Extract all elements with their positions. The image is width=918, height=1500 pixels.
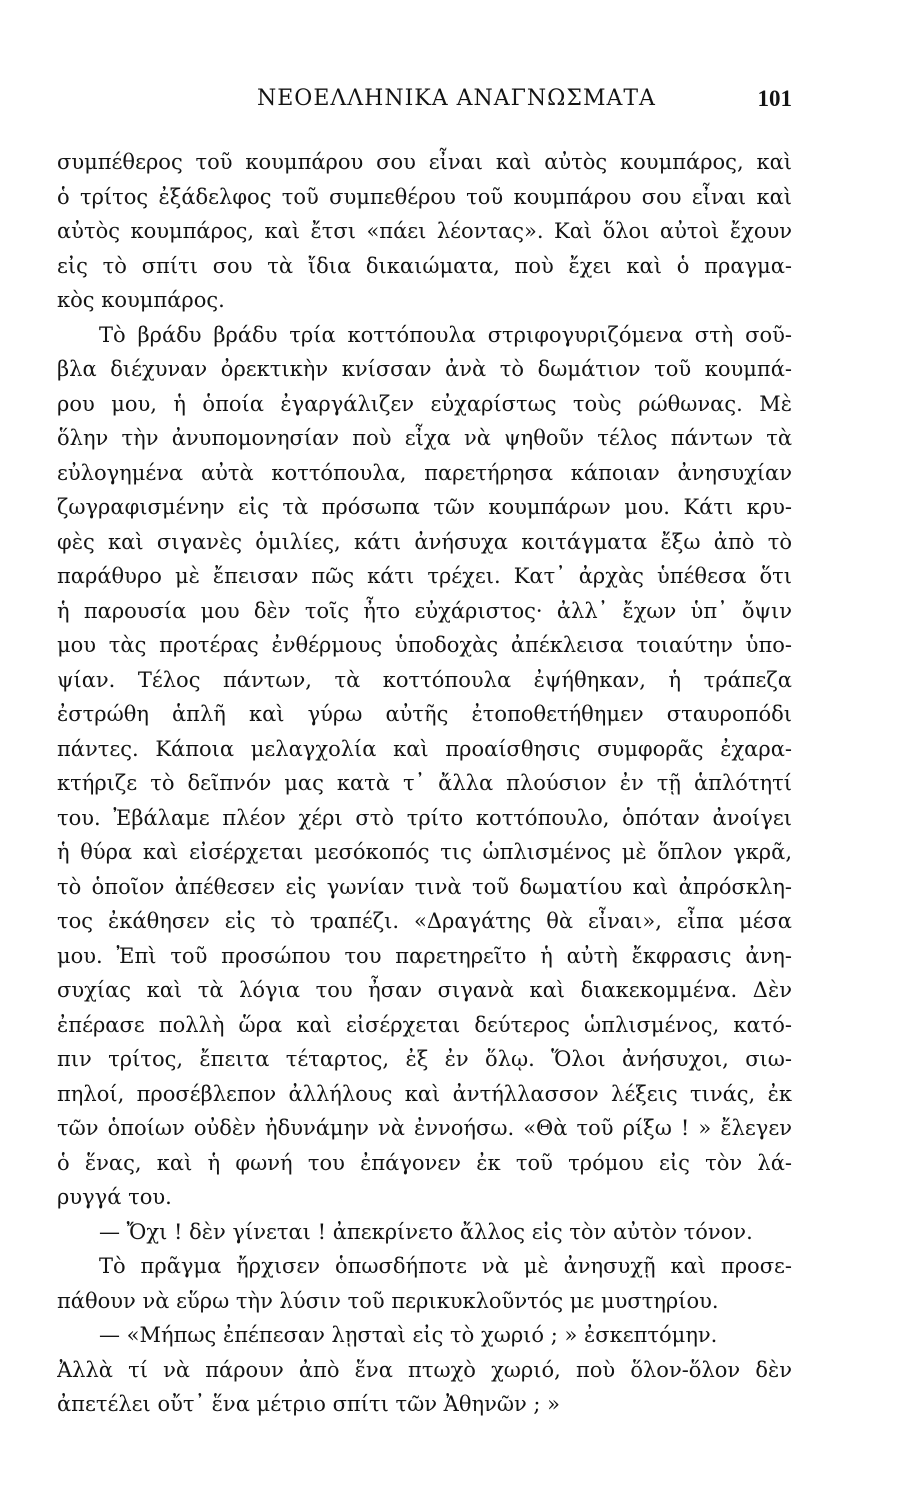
text-line: του. Ἐβάλαμε πλέον χέρι στὸ τρίτο κοττόπουλο, ὁπόταν ἀνοίγει xyxy=(57,805,792,830)
text-line: εὐλογημένα αὐτὰ κοττόπουλα, παρετήρησα κάποιαν ἀνησυχίαν xyxy=(57,460,792,485)
page-header xyxy=(57,86,792,120)
text-line: πάθουν νὰ εὕρω τὴν λύσιν τοῦ περικυκλοῦντός με μυστηρίου. xyxy=(57,1288,719,1313)
text-line: τὸ ὁποῖον ἀπέθεσεν εἰς γωνίαν τινὰ τοῦ δωματίου καὶ ἀπρόσκλη- xyxy=(57,874,792,899)
text-line: ρυγγά του. xyxy=(57,1185,172,1209)
text-line: εἰς τὸ σπίτι σου τὰ ἴδια δικαιώματα, ποὺ ἔχει καὶ ὁ πραγμα- xyxy=(57,253,792,278)
text-line: μου τὰς προτέρας ἐνθέρμους ὑποδοχὰς ἀπέκλεισα τοιαύτην ὑπο- xyxy=(57,633,792,657)
text-line: Τὸ βράδυ βράδυ τρία κοττόπουλα στριφογυριζόμενα στὴ σοῦ- xyxy=(99,322,792,347)
text-line: — Ὄχι ! δὲν γίνεται ! ἀπεκρίνετο ἄλλος εἰς τὸν αὐτὸν τόνον. xyxy=(99,1219,753,1244)
text-line: ἡ θύρα καὶ εἰσέρχεται μεσόκοπός τις ὡπλισμένος μὲ ὅπλον γκρᾶ, xyxy=(57,840,792,864)
text-line: ζωγραφισμένην εἰς τὰ πρόσωπα τῶν κουμπάρων μου. Κάτι κρυ- xyxy=(57,495,792,519)
page-number: 101 xyxy=(757,86,792,111)
text-line: ρου μου, ἡ ὁποία ἐγαργάλιζεν εὐχαρίστως τοὺς ρώθωνας. Μὲ xyxy=(57,391,792,416)
text-line: κὸς κουμπάρος. xyxy=(57,288,225,312)
text-line: ψίαν. Τέλος πάντων, τὰ κοττόπουλα ἐψήθηκαν, ἡ τράπεζα xyxy=(57,667,792,692)
text-line: φὲς καὶ σιγανὲς ὁμιλίες, κάτι ἀνήσυχα κοιτάγματα ἔξω ἀπὸ τὸ xyxy=(57,529,792,554)
text-line: ὅλην τὴν ἀνυπομονησίαν ποὺ εἶχα νὰ ψηθοῦν τέλος πάντων τὰ xyxy=(57,426,792,450)
text-line: κτήριζε τὸ δεῖπνόν μας κατὰ τ᾿ ἄλλα πλούσιον ἐν τῇ ἁπλότητί xyxy=(57,771,792,795)
text-line: αὐτὸς κουμπάρος, καὶ ἔτσι «πάει λέοντας». Καὶ ὅλοι αὐτοὶ ἔχουν xyxy=(57,219,792,243)
text-line: συχίας καὶ τὰ λόγια του ἦσαν σιγανὰ καὶ διακεκομμένα. Δὲν xyxy=(57,978,792,1002)
text-line: ἡ παρουσία μου δὲν τοῖς ἦτο εὐχάριστος· ἀλλ᾿ ἔχων ὑπ᾿ ὄψιν xyxy=(57,598,792,623)
text-line: τος ἐκάθησεν εἰς τὸ τραπέζι. «Δραγάτης θὰ εἶναι», εἶπα μέσα xyxy=(57,909,792,933)
text-line: μου. Ἐπὶ τοῦ προσώπου του παρετηρεῖτο ἡ αὐτὴ ἔκφρασις ἀνη- xyxy=(57,943,792,968)
text-line: πάντες. Κάποια μελαγχολία καὶ προαίσθησις συμφορᾶς ἐχαρα- xyxy=(57,736,792,761)
text-line: πηλοί, προσέβλεπον ἀλλήλους καὶ ἀντήλλασσον λέξεις τινάς, ἐκ xyxy=(57,1081,792,1106)
text-line: ἐπέρασε πολλὴ ὥρα καὶ εἰσέρχεται δεύτερος ὡπλισμένος, κατό- xyxy=(57,1012,792,1037)
text-line: ὁ τρίτος ἐξάδελφος τοῦ συμπεθέρου τοῦ κουμπάρου σου εἶναι καὶ xyxy=(57,184,792,209)
text-line: Τὸ πρᾶγμα ἤρχισεν ὁπωσδήποτε νὰ μὲ ἀνησυχῇ καὶ προσε- xyxy=(99,1254,792,1278)
text-line: βλα διέχυναν ὀρεκτικὴν κνίσσαν ἀνὰ τὸ δωμάτιον τοῦ κουμπά- xyxy=(57,357,792,381)
text-line: — «Μήπως ἐπέπεσαν λῃσταὶ εἰς τὸ χωριό ; » ἐσκεπτόμην. xyxy=(99,1323,718,1347)
text-line: συμπέθερος τοῦ κουμπάρου σου εἶναι καὶ αὐτὸς κουμπάρος, καὶ xyxy=(57,150,792,174)
text-line: παράθυρο μὲ ἔπεισαν πῶς κάτι τρέχει. Κατ᾿ ἀρχὰς ὑπέθεσα ὅτι xyxy=(57,564,792,588)
text-line: Ἀλλὰ τί νὰ πάρουν ἀπὸ ἕνα πτωχὸ χωριό, ποὺ ὅλον-ὅλον δὲν xyxy=(57,1357,792,1382)
text-line: ἐστρώθη ἁπλῆ καὶ γύρω αὐτῆς ἐτοποθετήθημεν σταυροπόδι xyxy=(57,702,792,726)
text-line: ὁ ἕνας, καὶ ἡ φωνή του ἐπάγονεν ἐκ τοῦ τρόμου εἰς τὸν λά- xyxy=(57,1150,792,1175)
text-line: τῶν ὁποίων οὐδὲν ἠδυνάμην νὰ ἐννοήσω. «Θὰ τοῦ ρίξω ! » ἔλεγεν xyxy=(57,1116,792,1140)
body-text xyxy=(57,145,792,1422)
running-title: ΝΕΟΕΛΛΗΝΙΚΑ ΑΝΑΓΝΩΣΜΑΤΑ xyxy=(257,86,656,111)
text-line: πιν τρίτος, ἔπειτα τέταρτος, ἐξ ἐν ὅλῳ. Ὅλοι ἀνήσυχοι, σιω- xyxy=(57,1047,792,1071)
text-line: ἀπετέλει οὔτ᾿ ἕνα μέτριο σπίτι τῶν Ἀθηνῶν ; » xyxy=(57,1392,560,1416)
